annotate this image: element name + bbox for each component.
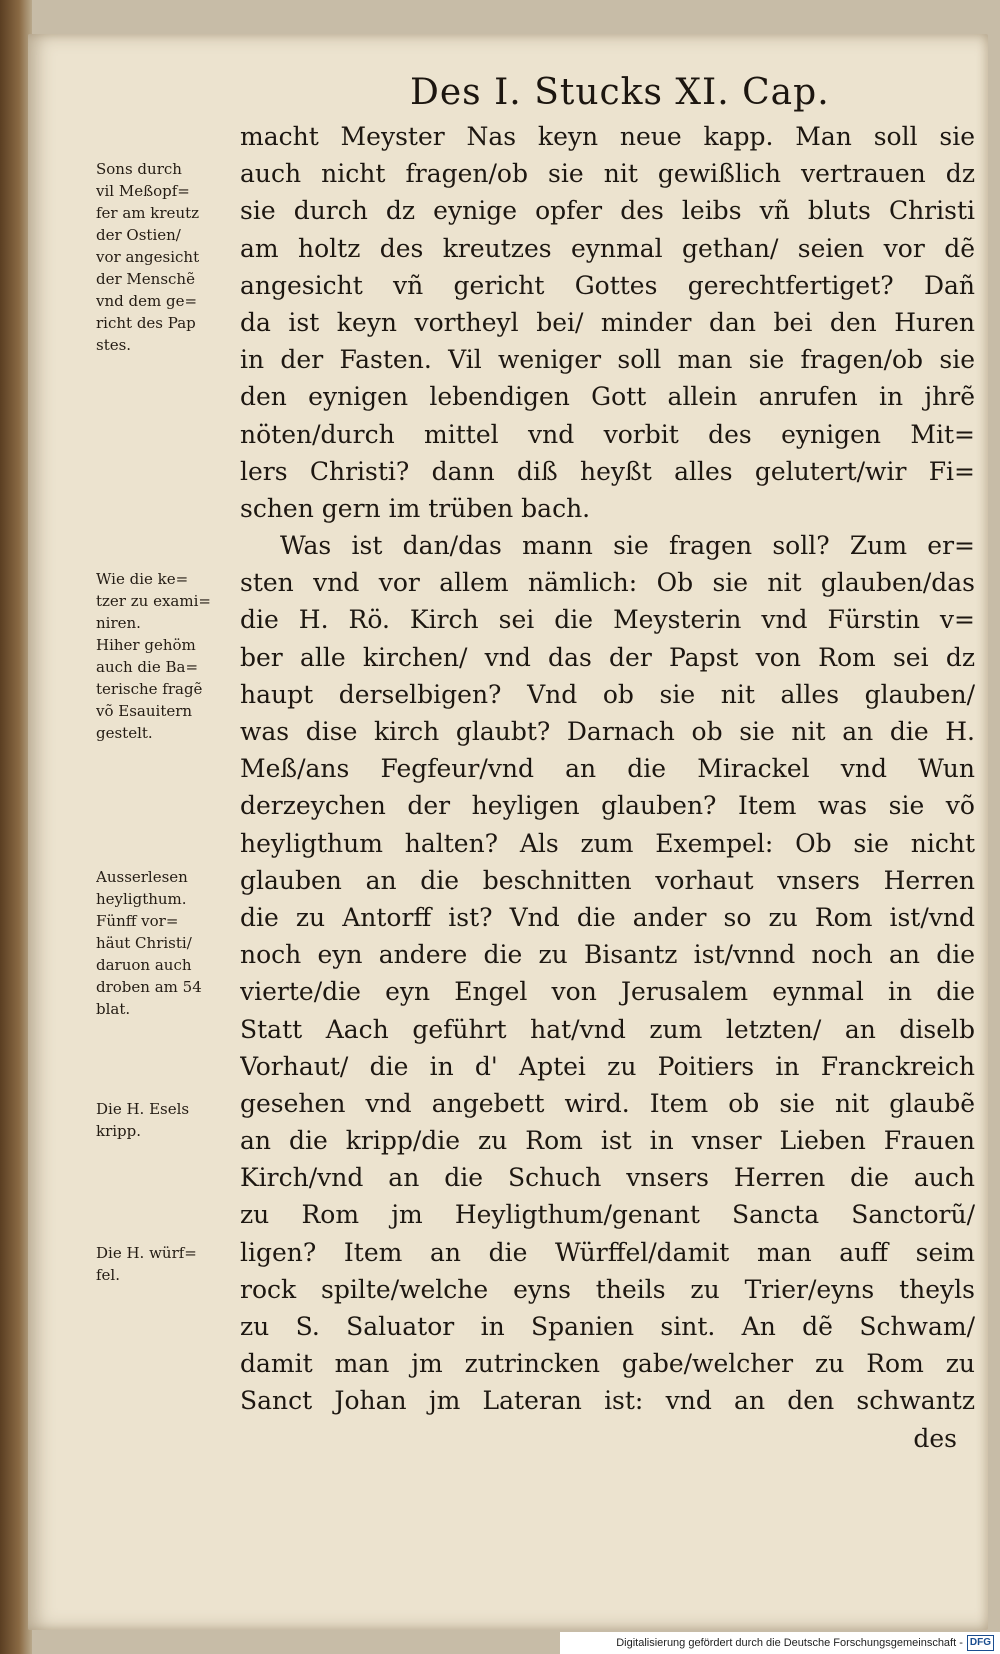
- text-line: haupt derselbigen? Vnd ob sie nit alles glauben/: [240, 679, 975, 709]
- margin-note-kripp: [96, 1098, 234, 1142]
- margin-note-line: vor angesicht: [96, 248, 200, 266]
- margin-note-line: der Menschẽ: [96, 270, 195, 288]
- text-line: glauben an die beschnitten vorhaut vnsers Herren: [240, 865, 975, 895]
- text-line: auch nicht fragen/ob sie nit gewißlich vertrauen dz: [240, 159, 975, 189]
- text-line: sten vnd vor allem nämlich: Ob sie nit glauben/das: [240, 568, 975, 598]
- margin-note-line: võ Esauitern: [96, 702, 193, 720]
- text-line: schen gern im trüben bach.: [240, 493, 591, 523]
- margin-note-line: Die H. würf=: [96, 1244, 197, 1262]
- margin-note-line: Wie die ke=: [96, 570, 189, 588]
- footer-text: Digitalisierung gefördert durch die Deutsche Forschungsgemeinschaft -: [616, 1637, 963, 1649]
- margin-note-line: häut Christi/: [96, 934, 192, 952]
- text-line: noch eyn andere die zu Bisantz ist/vnnd noch an die: [240, 940, 975, 970]
- margin-note-line: blat.: [96, 1000, 131, 1018]
- margin-note-line: Ausserlesen: [96, 868, 188, 886]
- margin-note-line: vnd dem ge=: [96, 292, 198, 310]
- text-line: gesehen vnd angebett wird. Item ob sie nit glaubẽ: [240, 1088, 975, 1118]
- catchword: des: [913, 1423, 957, 1453]
- text-line: Sanct Johan jm Lateran ist: vnd an den schwantz: [240, 1386, 975, 1416]
- text-line: Statt Aach geführt hat/vnd zum letzten/ an diselb: [240, 1014, 975, 1044]
- main-text-block: [240, 118, 975, 1457]
- digitization-credit-footer: [560, 1632, 1000, 1654]
- margin-note-line: fer am kreutz: [96, 204, 200, 222]
- margin-note-line: daruon auch: [96, 956, 192, 974]
- text-line: angesicht vñ gericht Gottes gerechtfertiget? Dañ: [240, 270, 975, 300]
- margin-note-line: auch die Ba=: [96, 658, 199, 676]
- text-line: Meß/ans Fegfeur/vnd an die Mirackel vnd Wun: [240, 754, 975, 784]
- margin-note-line: Sons durch: [96, 160, 182, 178]
- text-line: vierte/die eyn Engel von Jerusalem eynmal in die: [240, 977, 975, 1007]
- margin-note-heyligthum: [96, 866, 234, 1020]
- margin-note-line: richt des Pap: [96, 314, 196, 332]
- dfg-logo: DFG: [967, 1635, 994, 1651]
- text-line: da ist keyn vortheyl bei/ minder dan bei den Huren: [240, 307, 975, 337]
- margin-note-line: stes.: [96, 336, 132, 354]
- margin-note-seelen: [96, 158, 234, 356]
- margin-note-line: heyligthum.: [96, 890, 187, 908]
- text-line: damit man jm zutrincken gabe/welcher zu Rom zu: [240, 1349, 975, 1379]
- margin-note-line: droben am 54: [96, 978, 202, 996]
- text-line: Kirch/vnd an die Schuch vnsers Herren die auch: [240, 1163, 975, 1193]
- text-line: sie durch dz eynige opfer des leibs vñ bluts Christi: [240, 196, 975, 226]
- text-line: ber alle kirchen/ vnd das der Papst von Rom sei dz: [240, 642, 975, 672]
- text-line: nöten/durch mittel vnd vorbit des eynigen Mit=: [240, 419, 975, 449]
- text-line: lers Christi? dann diß heyßt alles gelutert/wir Fi=: [240, 456, 975, 486]
- margin-note-line: vil Meßopf=: [96, 182, 190, 200]
- margin-note-line: terische fragẽ: [96, 680, 203, 698]
- text-line: Was ist dan/das mann sie fragen soll? Zum er=: [280, 531, 975, 561]
- margin-note-line: der Ostien/: [96, 226, 181, 244]
- margin-note-line: fel.: [96, 1266, 120, 1284]
- text-line: was dise kirch glaubt? Darnach ob sie nit an die H.: [240, 717, 975, 746]
- text-line: rock spilte/welche eyns theils zu Trier/eyns theyls: [240, 1274, 975, 1304]
- margin-note-wuerfel: [96, 1242, 234, 1286]
- text-line: die zu Antorff ist? Vnd die ander so zu Rom ist/vnd: [240, 902, 975, 932]
- margin-note-line: Hiher gehöm: [96, 636, 196, 654]
- text-line: in der Fasten. Vil weniger soll man sie fragen/ob sie: [240, 345, 975, 375]
- text-line: den eynigen lebendigen Gott allein anrufen in jhrẽ: [240, 382, 975, 412]
- text-line: derzeychen der heyligen glauben? Item was sie võ: [240, 791, 975, 821]
- margin-note-line: tzer zu exami=: [96, 592, 211, 610]
- text-line: ligen? Item an die Würffel/damit man auff seim: [240, 1237, 975, 1267]
- margin-note-line: Fünff vor=: [96, 912, 179, 930]
- text-line: am holtz des kreutzes eynmal gethan/ seien vor dẽ: [240, 233, 975, 263]
- running-head: Des I. Stucks XI. Cap.: [410, 72, 830, 113]
- text-line: zu S. Saluator in Spanien sint. An dẽ Schwam/: [240, 1312, 975, 1341]
- text-line: heyligthum halten? Als zum Exempel: Ob sie nicht: [240, 828, 975, 858]
- margin-note-line: gestelt.: [96, 724, 153, 742]
- margin-note-line: kripp.: [96, 1122, 142, 1140]
- text-line: macht Meyster Nas keyn neue kapp. Man soll sie: [240, 122, 975, 151]
- text-line: zu Rom jm Heyligthum/genant Sancta Sanctorũ/: [240, 1200, 975, 1230]
- margin-note-line: niren.: [96, 614, 141, 632]
- text-line: Vorhaut/ die in d' Aptei zu Poitiers in Franckreich: [240, 1051, 975, 1081]
- margin-note-line: Die H. Esels: [96, 1100, 190, 1118]
- text-line: die H. Rö. Kirch sei die Meysterin vnd Fürstin v=: [240, 605, 975, 635]
- text-line: an die kripp/die zu Rom ist in vnser Lieben Frauen: [240, 1126, 975, 1156]
- margin-note-ketzer: [96, 568, 234, 744]
